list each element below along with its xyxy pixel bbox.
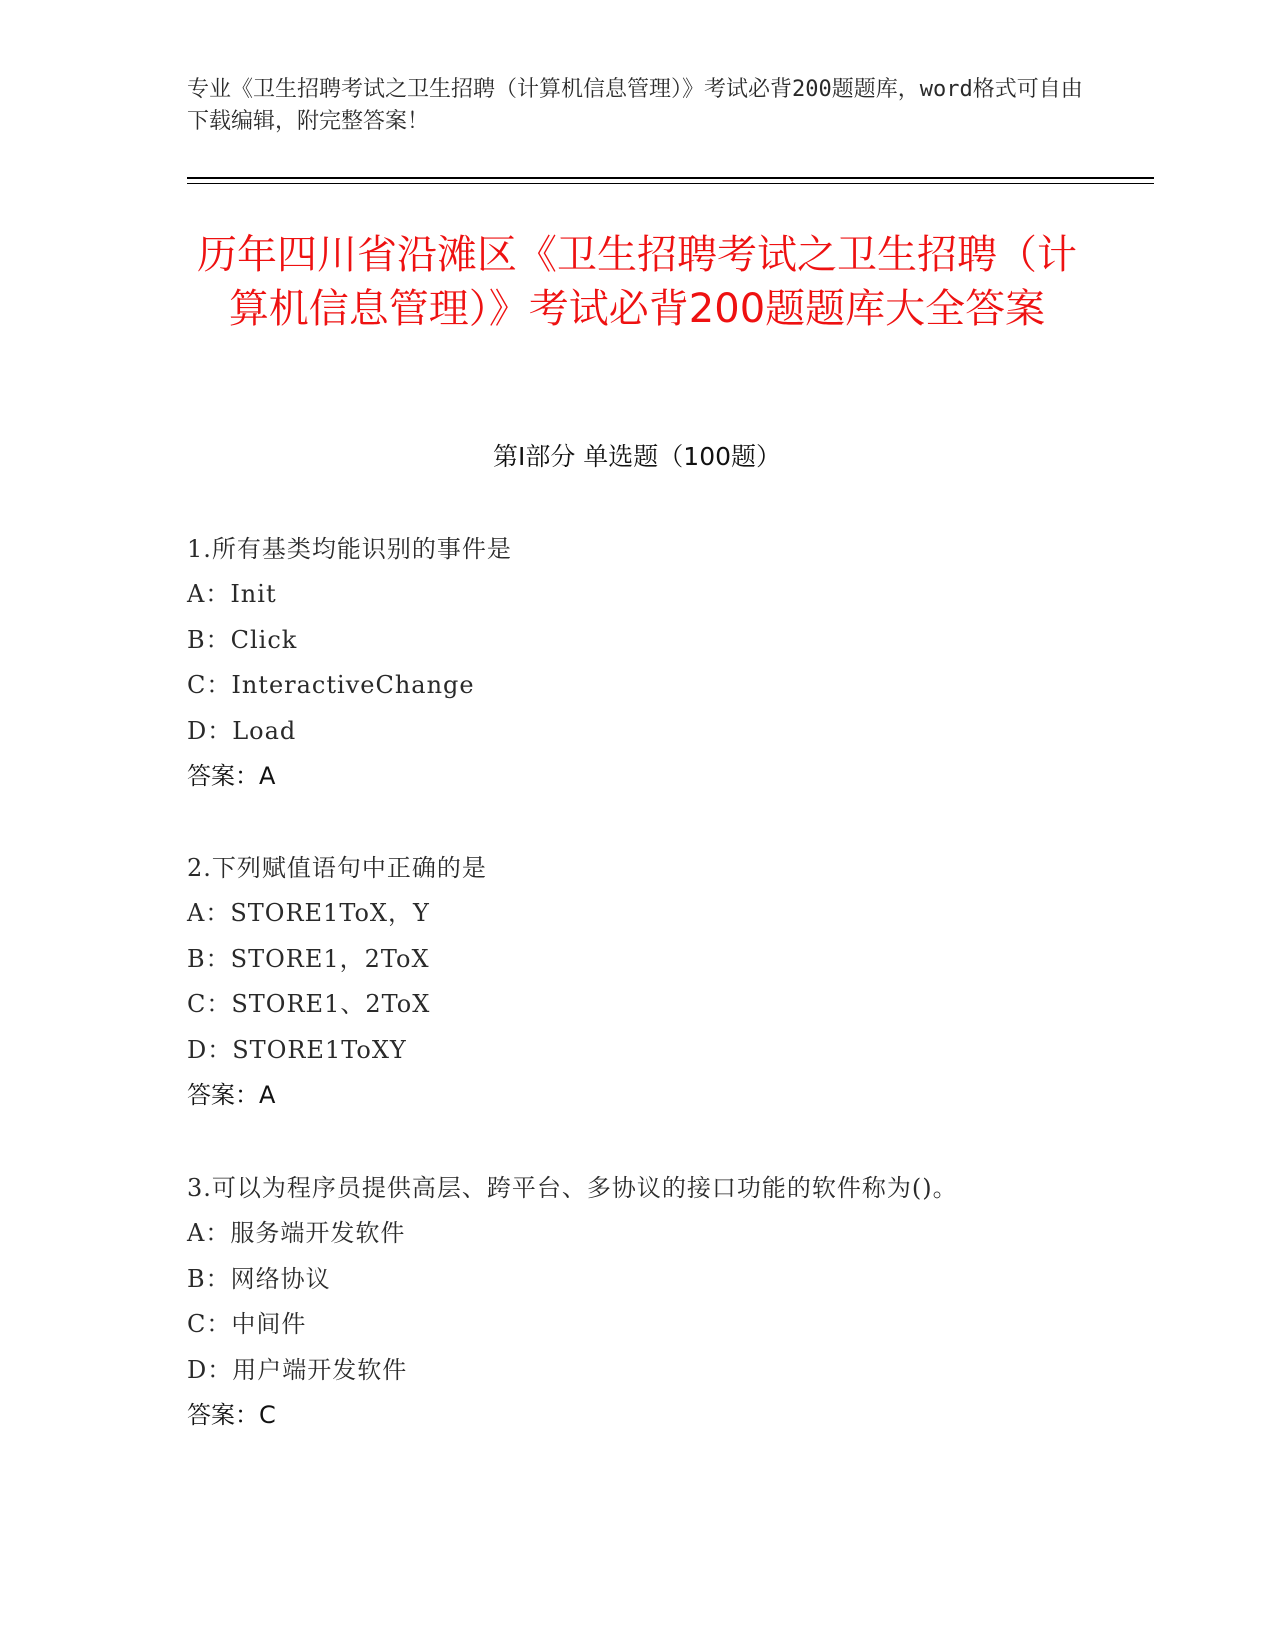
question-stem: 3.可以为程序员提供高层、跨平台、多协议的接口功能的软件称为()。 <box>187 1174 958 1202</box>
question-stem: 1.所有基类均能识别的事件是 <box>187 535 512 563</box>
question-stem: 2.下列赋值语句中正确的是 <box>187 854 487 882</box>
question-block <box>187 1165 1087 1439</box>
header-divider-thin <box>187 183 1154 184</box>
option-a: A：STORE1ToX，Y <box>187 899 430 927</box>
option-b: B：STORE1，2ToX <box>187 944 430 973</box>
answer-line: 答案：C <box>187 1401 276 1429</box>
option-d: D：用户端开发软件 <box>187 1355 408 1384</box>
answer-line: 答案：A <box>187 1081 276 1109</box>
option-c: C：STORE1、2ToX <box>187 990 431 1018</box>
question-block <box>187 845 1087 1119</box>
option-b: B：Click <box>187 625 298 654</box>
option-c: C：中间件 <box>187 1310 307 1338</box>
answer-line: 答案：A <box>187 762 276 790</box>
option-a: A：服务端开发软件 <box>187 1219 406 1247</box>
option-b: B：网络协议 <box>187 1264 331 1293</box>
option-d: D：STORE1ToXY <box>187 1035 407 1064</box>
option-a: A：Init <box>187 580 277 608</box>
question-block <box>187 526 1087 800</box>
header-note: 专业《卫生招聘考试之卫生招聘（计算机信息管理）》考试必背200题题库，word格式可自由下载编辑，附完整答案！ <box>187 77 1083 134</box>
document-title: 历年四川省沿滩区《卫生招聘考试之卫生招聘（计算机信息管理）》考试必背200题题库大全答案 <box>197 232 1077 332</box>
option-c: C：InteractiveChange <box>187 671 475 699</box>
section-heading: 第Ⅰ部分 单选题（100题） <box>492 442 782 471</box>
option-d: D：Load <box>187 716 297 745</box>
header-divider-thick <box>187 177 1154 179</box>
